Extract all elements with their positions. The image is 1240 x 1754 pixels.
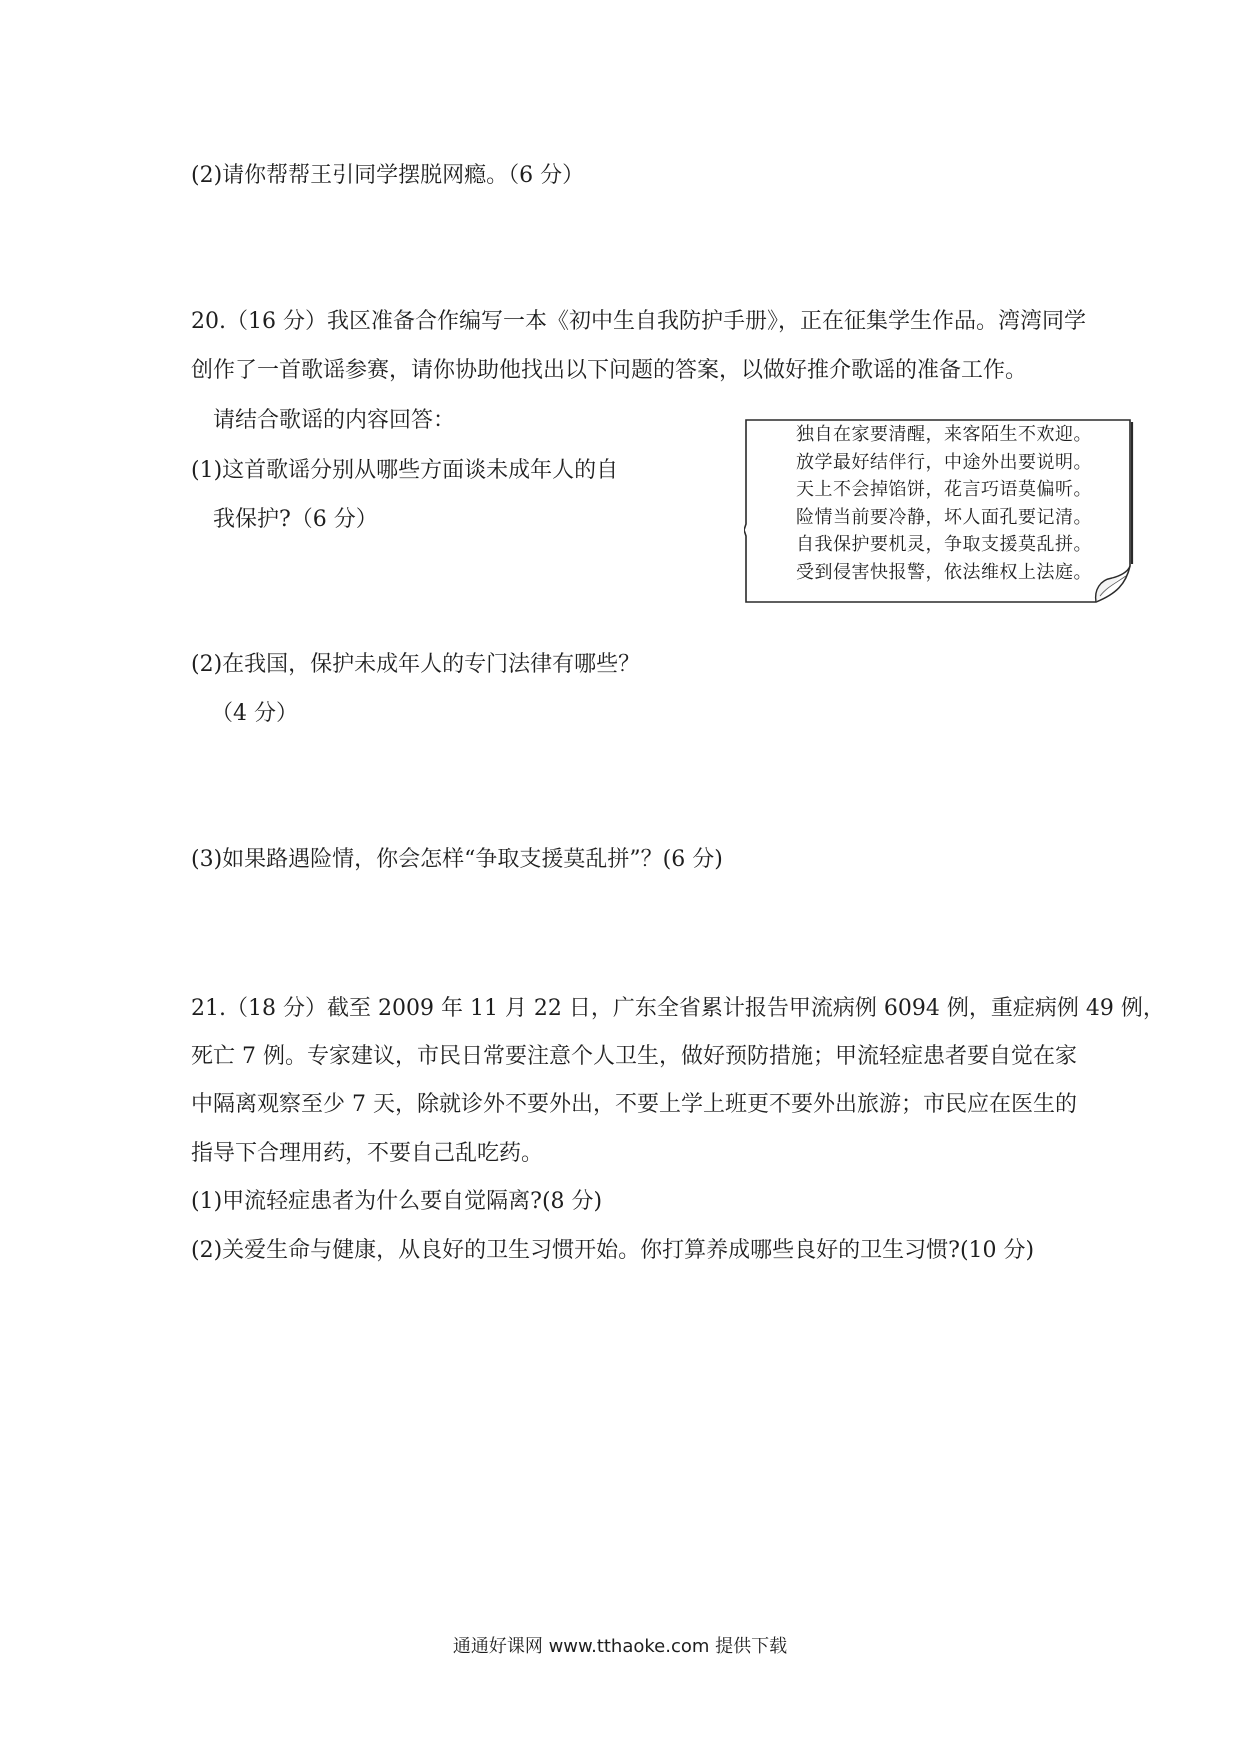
q20-part3: (3)如果路遇险情，你会怎样“争取支援莫乱拼”？(6 分) <box>191 847 723 872</box>
q20-stem-line1: 20.（16 分）我区准备合作编写一本《初中生自我防护手册》，正在征集学生作品。湾湾同学 <box>191 309 1086 334</box>
q21-stem-line3: 中隔离观察至少 7 天，除就诊外不要外出，不要上学上班更不要外出旅游；市民应在医生的 <box>191 1092 1077 1117</box>
q21-part1: (1)甲流轻症患者为什么要自觉隔离?(8 分) <box>191 1189 603 1214</box>
q19-part2: (2)请你帮帮王引同学摆脱网瘾。（6 分） <box>191 163 585 188</box>
poem-line: 险情当前要冷静，坏人面孔要记清。 <box>796 506 1092 528</box>
page-footer: 通通好课网 www.tthaoke.com 提供下载 <box>452 1636 788 1657</box>
poem-line: 天上不会掉馅饼，花言巧语莫偏听。 <box>796 479 1092 500</box>
q21-stem-line1: 21.（18 分）截至 2009 年 11 月 22 日，广东全省累计报告甲流病例 6094 例，重症病例 49 例， <box>191 996 1165 1021</box>
q21-part2: (2)关爱生命与健康，从良好的卫生习惯开始。你打算养成哪些良好的卫生习惯?(10 分) <box>191 1238 1035 1263</box>
q20-part2-line2: （4 分） <box>211 701 298 726</box>
poem-line: 放学最好结伴行，中途外出要说明。 <box>796 451 1092 473</box>
q20-stem-line2: 创作了一首歌谣参赛，请你协助他找出以下问题的答案，以做好推介歌谣的准备工作。 <box>191 358 1028 383</box>
poem-line: 自我保护要机灵，争取支援莫乱拼。 <box>796 534 1092 555</box>
q20-part1-line2: 我保护?（6 分） <box>213 507 378 532</box>
poem-line: 独自在家要清醒，来客陌生不欢迎。 <box>796 424 1092 445</box>
q21-stem-line4: 指导下合理用药，不要自己乱吃药。 <box>191 1141 544 1166</box>
poem-text <box>796 421 1092 586</box>
q20-instruction: 请结合歌谣的内容回答： <box>213 408 456 433</box>
poem-box <box>744 418 1136 608</box>
poem-line: 受到侵害快报警，依法维权上法庭。 <box>796 561 1092 583</box>
q21-stem-line2: 死亡 7 例。专家建议，市民日常要注意个人卫生，做好预防措施；甲流轻症患者要自觉在家 <box>191 1044 1077 1069</box>
q20-part2-line1: (2)在我国，保护未成年人的专门法律有哪些？ <box>191 652 641 677</box>
q20-part1-line1: (1)这首歌谣分别从哪些方面谈未成年人的自 <box>191 458 619 483</box>
